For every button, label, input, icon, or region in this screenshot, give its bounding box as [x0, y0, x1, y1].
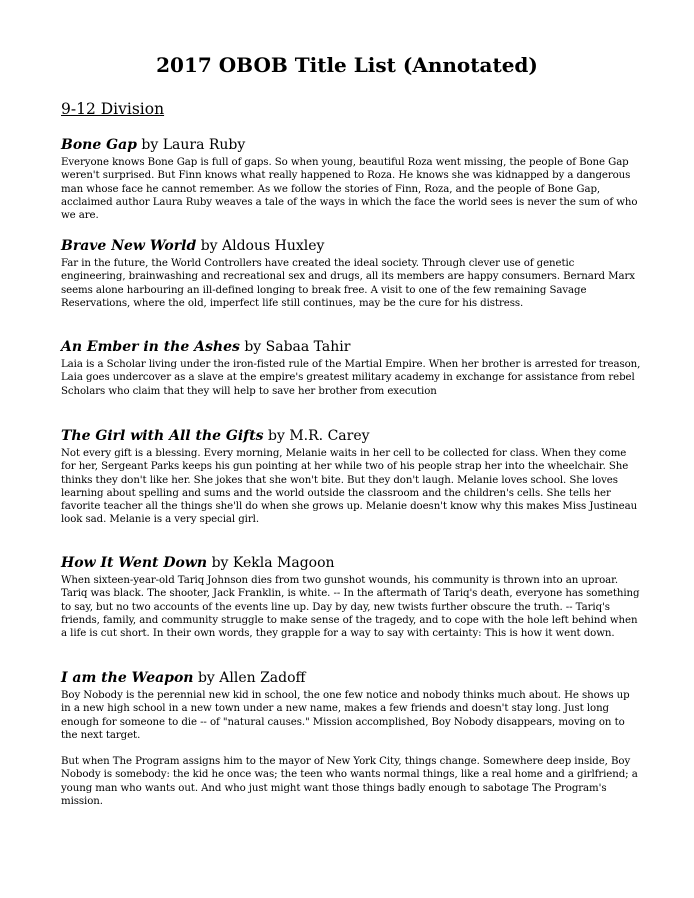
book-heading	[61, 555, 641, 571]
book-entry-how-it-went-down	[61, 555, 641, 640]
book-author: by Sabaa Tahir	[244, 339, 351, 355]
book-entry-i-am-the-weapon	[61, 670, 641, 808]
book-description: Far in the future, the World Controllers have created the ideal society. Through clever use of genetic engineering, brainwashing and recreational sex and drugs, all its members are happy consumers. Bernard Marx seems alone harbouring an ill-defined longing to break free. A visit to one of the few remaining Savage Reservations, where the old, imperfect life still continues, may be the cure for his distress.	[61, 258, 635, 309]
book-heading	[61, 428, 641, 444]
book-description: But when The Program assigns him to the mayor of New York City, things change. Somewhere deep inside, Boy Nobody is somebody: the kid he once was; the teen who wants normal things, like a real home and a girlfriend; a young man who wants out. And who just might want those things badly enough to sabotage The Program's mission.	[61, 756, 638, 808]
book-title: The Girl with All the Gifts	[61, 428, 264, 444]
book-author: by Aldous Huxley	[200, 238, 325, 254]
book-title: How It Went Down	[61, 555, 208, 571]
book-title: Bone Gap	[61, 137, 137, 153]
book-heading	[61, 238, 641, 254]
book-entry-bone-gap	[61, 137, 641, 222]
book-description: Boy Nobody is the perennial new kid in school, the one few notice and nobody thinks much about. He shows up in a new high school in a new town under a new name, makes a few friends and doesn't stay long. Just long enough for someone to die -- of "natural causes." Mission accomplished, Boy Nobody disappears, moving on to the next target.	[61, 690, 630, 741]
book-heading	[61, 339, 641, 355]
book-description: Laia is a Scholar living under the iron-fisted rule of the Martial Empire. When her brother is arrested for treason, Laia goes undercover as a slave at the empire's greatest military academy in exchange for assistance from rebel Scholars who claim that they will help to save her brother from execution	[61, 359, 641, 397]
book-heading	[61, 670, 641, 686]
book-title: I am the Weapon	[61, 670, 194, 686]
book-description: Everyone knows Bone Gap is full of gaps. So when young, beautiful Roza went missing, the people of Bone Gap weren't surprised. But Finn knows what really happened to Roza. He knows she was kidnapped by a dangerous man whose face he cannot remember. As we follow the stories of Finn, Roza, and the people of Bone Gap, acclaimed author Laura Ruby weaves a tale of the ways in which the face the world sees is never the sum of who we are.	[61, 157, 638, 222]
book-author: by Allen Zadoff	[197, 670, 306, 686]
book-description: Not every gift is a blessing. Every morning, Melanie waits in her cell to be collected for class. When they come for her, Sergeant Parks keeps his gun pointing at her while two of his people strap her into the wheelchair. She thinks they don't like her. She jokes that she won't bite. But they don't laugh. Melanie loves school. She loves learning about spelling and sums and the world outside the classroom and the children's cells. She tells her favorite teacher all the things she'll do when she grows up. Melanie doesn't know why this makes Miss Justineau look sad. Melanie is a very special girl.	[61, 448, 638, 526]
book-author: by Laura Ruby	[141, 137, 246, 153]
book-entry-brave-new-world	[61, 238, 641, 310]
page-title: 2017 OBOB Title List (Annotated)	[156, 53, 538, 77]
book-author: by Kekla Magoon	[211, 555, 335, 571]
book-description: When sixteen-year-old Tariq Johnson dies from two gunshot wounds, his community is thrown into an uproar. Tariq was black. The shooter, Jack Franklin, is white. -- In the aftermath of Tariq's death, everyone has something to say, but no two accounts of the events line up. Day by day, new twists further obscure the truth. -- Tariq's friends, family, and community struggle to make sense of the tragedy, and to cope with the hole left behind when a life is cut short. In their own words, they grapple for a way to say with certainty: This is how it went down.	[61, 575, 640, 640]
book-author: by M.R. Carey	[268, 428, 370, 444]
book-entry-girl-with-all-the-gifts	[61, 428, 641, 527]
book-title: Brave New World	[61, 238, 197, 254]
book-title: An Ember in the Ashes	[61, 339, 240, 355]
division-heading: 9-12 Division	[61, 100, 165, 118]
book-heading	[61, 137, 641, 153]
book-entry-ember-in-the-ashes	[61, 339, 641, 398]
